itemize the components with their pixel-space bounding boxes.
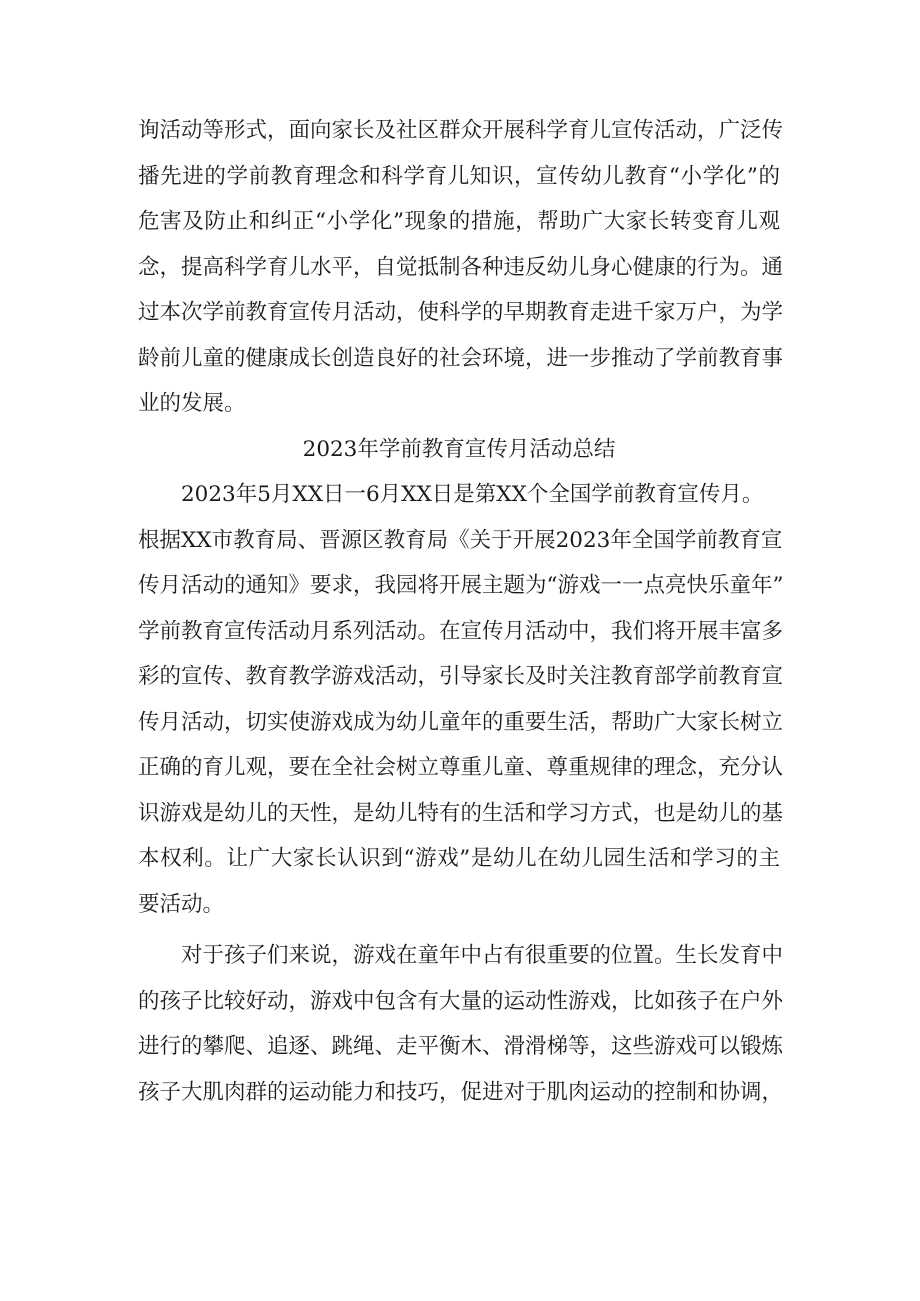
text-line: 根据XX市教育局、晋源区教育局《关于开展2023年全国学前教育宣 [138, 527, 783, 553]
text-line: 本权利。让广大家长认识到“游戏”是幼儿在幼儿园生活和学习的主 [138, 846, 780, 871]
paragraph-continuation [138, 108, 784, 427]
text-line: 要活动。 [138, 891, 225, 917]
text-line: 传月活动，切实使游戏成为幼儿童年的重要生活，帮助广大家长树立 [138, 709, 784, 735]
section-title: 2023年学前教育宣传月活动总结 [302, 436, 616, 462]
paragraph-games [138, 933, 784, 1115]
text-line: 念，提高科学育儿水平，自觉抵制各种违反幼儿身心健康的行为。通 [138, 254, 784, 280]
text-line: 2023年5月XX日一6月XX日是第XX个全国学前教育宣传月。 [181, 482, 764, 507]
document-page [138, 108, 784, 1115]
text-line: 学前教育宣传活动月系列活动。在宣传月活动中，我们将开展丰富多 [138, 618, 784, 644]
text-line: 播先进的学前教育理念和科学育儿知识，宣传幼儿教育“小学化”的 [138, 163, 780, 189]
text-line: 龄前儿童的健康成长创造良好的社会环境，进一步推动了学前教育事 [138, 345, 784, 371]
text-line: 孩子大肌肉群的运动能力和技巧，促进对于肌肉运动的控制和协调， [138, 1079, 784, 1105]
text-line: 危害及防止和纠正“小学化”现象的措施，帮助广大家长转变育儿观 [138, 209, 780, 234]
text-line: 业的发展。 [138, 391, 246, 416]
text-line: 识游戏是幼儿的天性，是幼儿特有的生活和学习方式，也是幼儿的基 [138, 800, 784, 826]
text-line: 过本次学前教育宣传月活动，使科学的早期教育走进千家万户，为学 [138, 300, 784, 325]
text-line: 询活动等形式，面向家长及社区群众开展科学育儿宣传活动，广泛传 [138, 118, 784, 143]
text-line: 对于孩子们来说，游戏在童年中占有很重要的位置。生长发育中 [181, 943, 784, 968]
paragraph-intro [138, 472, 784, 927]
text-line: 正确的育儿观，要在全社会树立尊重儿童、尊重规律的理念，充分认 [138, 755, 784, 780]
text-line: 彩的宣传、教育教学游戏活动，引导家长及时关注教育部学前教育宣 [138, 664, 784, 689]
text-line: 进行的攀爬、追逐、跳绳、走平衡木、滑滑梯等，这些游戏可以锻炼 [138, 1034, 784, 1059]
text-line: 传月活动的通知》要求，我园将开展主题为“游戏一一点亮快乐童年” [138, 573, 784, 598]
text-line: 的孩子比较好动，游戏中包含有大量的运动性游戏，比如孩子在户外 [138, 988, 784, 1014]
